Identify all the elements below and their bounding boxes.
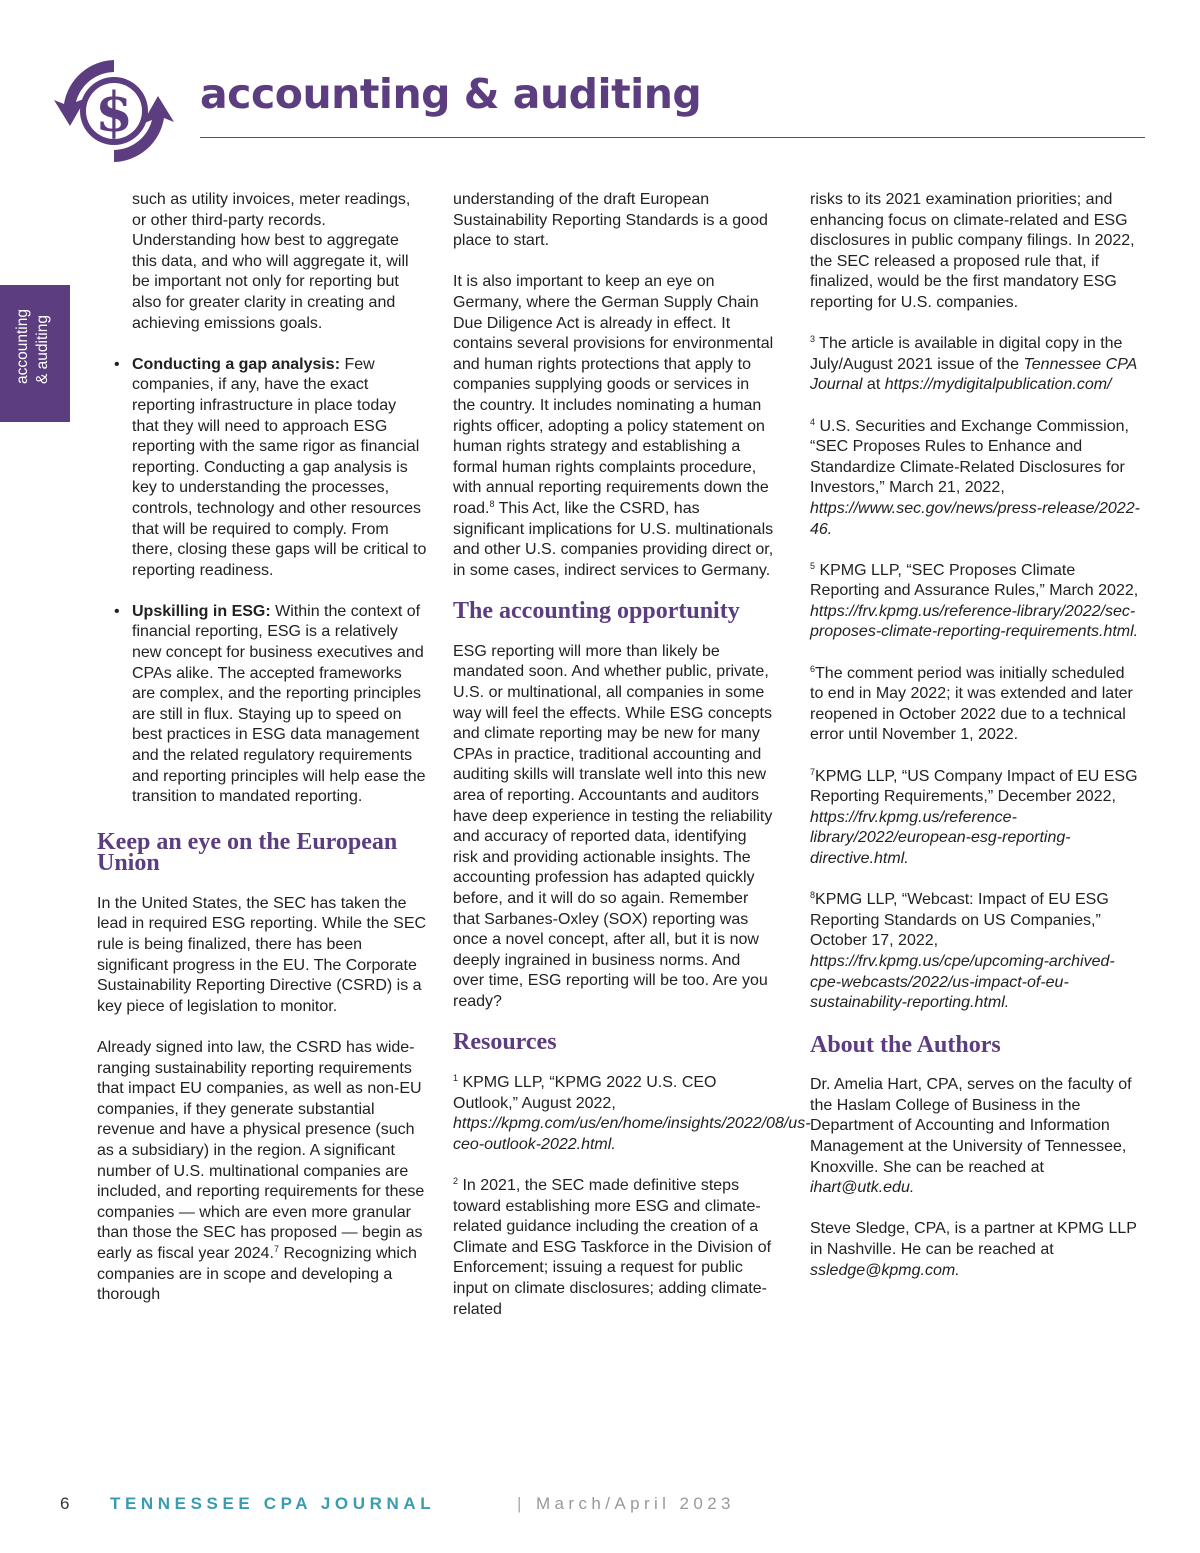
germany-paragraph-text: This Act, like the CSRD, has significant implications for U.S. multinationals and other U.S. companies providing direct or, in some cases, indirect services to Germany. (453, 499, 774, 579)
footnote-number: 4 (810, 416, 816, 427)
reference-text: KPMG LLP, “US Company Impact of EU ESG Reporting Requirements,” December 2022, (810, 767, 1138, 806)
reference-link[interactable]: https://frv.kpmg.us/reference-library/2022/european-esg-reporting-directive.html. (810, 808, 1071, 867)
footnote-ref: 8 (489, 498, 495, 509)
reference-5 (810, 561, 1140, 643)
intro-paragraph: such as utility invoices, meter readings, or other third-party records. Understanding how best to aggregate this data, and who will aggregate it, will be important not only for reporting but also for greater clarity in creating and achieving emissions goals. (132, 191, 411, 332)
reference-1 (453, 1072, 811, 1155)
section-title: accounting & auditing (200, 70, 702, 118)
heading-european-union: Keep an eye on the European Union (97, 828, 398, 877)
footnote-number: 2 (453, 1175, 459, 1186)
reference-6 (810, 664, 1140, 746)
reference-link[interactable]: https://frv.kpmg.us/cpe/upcoming-archived-cpe-webcasts/2022/us-impact-of-eu-sustainability-reporting.html. (810, 952, 1115, 1012)
title-divider (200, 137, 1145, 138)
footnote-number: 6 (810, 663, 816, 674)
eu-paragraph-2-text: Recognizing which companies are in scope and developing a thorough (97, 1244, 417, 1304)
eu-paragraph-2-text: Already signed into law, the CSRD has wide-ranging sustainability reporting requirements that impact EU companies, as well as non-EU companies, if they generate substantial revenue and have a physical presence (such as a subsidiary) in the region. A significant number of U.S. multinational companies are included, and reporting requirements for these companies — which are even more granular than those the SEC has proposed — begin as early as fiscal year 2024. (97, 1038, 425, 1262)
heading-about-authors: About the Authors (810, 1031, 1001, 1058)
sec-paragraph: risks to its 2021 examination priorities; and enhancing focus on climate-related and ESG disclosures in public company filings. In 2022, the SEC released a proposed rule that, if finalized, would be the first mandatory ESG reporting for U.S. companies. (810, 191, 1135, 311)
svg-text:$: $ (95, 80, 133, 144)
author-1-bio (810, 1075, 1140, 1199)
reference-text: KPMG LLP, “Webcast: Impact of EU ESG Reporting Standards on US Companies,” October 17, 2022, (810, 891, 1109, 950)
reference-text: U.S. Securities and Exchange Commission, “SEC Proposes Rules to Enhance and Standardize Climate-Related Disclosures for Investors,” March 21, 2022, (810, 417, 1129, 497)
reference-link[interactable]: https://kpmg.com/us/en/home/insights/2022/08/us-ceo-outlook-2022.html. (453, 1115, 811, 1153)
bullet-dot: • (114, 602, 120, 620)
bullet-upskilling (97, 602, 427, 808)
footnote-number: 5 (810, 560, 816, 571)
footer-separator: | (517, 1494, 522, 1513)
issue-date: March/April 2023 (536, 1494, 735, 1513)
footnote-number: 7 (810, 766, 816, 777)
bullet-text: Few companies, if any, have the exact reporting infrastructure in place today that they will need to approach ESG reporting with the same rigor as financial reporting. Conducting a gap analysis is key to understanding the processes, controls, technology and other resources that will be required to comply. From there, closing these gaps will be critical to reporting readiness. (132, 355, 427, 579)
side-section-tab (0, 285, 70, 422)
bullet-text: Within the context of financial reporting, ESG is a relatively new concept for business executives and CPAs alike. The accepted frameworks are complex, and the reporting principles are still in flux. Staying up to speed on best practices in ESG data management and the related regulatory requirements and reporting principles will help ease the transition to mandated reporting. (132, 602, 426, 806)
author-2-bio (810, 1219, 1140, 1281)
reference-8 (810, 890, 1140, 1014)
reference-3 (810, 334, 1140, 396)
journal-name: TENNESSEE CPA JOURNAL (110, 1494, 436, 1513)
esrs-paragraph: understanding of the draft European Sustainability Reporting Standards is a good place to start. (453, 191, 768, 250)
reference-7 (810, 767, 1140, 870)
eu-paragraph-1: In the United States, the SEC has taken the lead in required ESG reporting. While the SEC rule is being finalized, there has been significant progress in the EU. The Corporate Sustainability Reporting Directive (CSRD) is a key piece of legislation to monitor. (97, 894, 427, 1015)
footnote-number: 3 (810, 334, 816, 345)
reference-link[interactable]: https://www.sec.gov/news/press-release/2022-46. (810, 499, 1140, 538)
heading-accounting-opportunity: The accounting opportunity (453, 598, 740, 625)
reference-text: KPMG LLP, “KPMG 2022 U.S. CEO Outlook,” August 2022, (453, 1073, 717, 1112)
reference-link[interactable]: https://mydigitalpublication.com/ (884, 376, 1112, 394)
author-email[interactable]: ihart@utk.edu. (810, 1179, 915, 1197)
bullet-dot: • (114, 355, 120, 373)
reference-text: The article is available in digital copy in the July/August 2021 issue of the (810, 335, 1123, 373)
author-bio-text: Steve Sledge, CPA, is a partner at KPMG LLP in Nashville. He can be reached at (810, 1220, 1137, 1258)
heading-resources: Resources (453, 1029, 557, 1056)
author-email[interactable]: ssledge@kpmg.com. (810, 1261, 960, 1279)
reference-link[interactable]: https://frv.kpmg.us/reference-library/2022/sec-proposes-climate-reporting-requirements.html. (810, 602, 1139, 641)
reference-text: The comment period was initially scheduled to end in May 2022; it was extended and later reopened in October 2022 due to a technical error until November 1, 2022. (810, 664, 1133, 744)
germany-paragraph (453, 272, 775, 581)
journal-title: Tennessee CPA Journal (810, 355, 1137, 394)
column-1 (97, 190, 427, 1306)
reference-4 (810, 417, 1140, 541)
germany-paragraph-text: It is also important to keep an eye on Germany, where the German Supply Chain Due Diligence Act is already in effect. It contains several provisions for environmental and human rights protections that apply to companies supplying goods or services in the country. It includes nominating a human rights officer, adopting a policy statement on human rights strategy and establishing a formal human rights complaints procedure, with annual reporting requirements down the road. (453, 273, 774, 517)
reference-2 (453, 1176, 775, 1320)
footnote-number: 1 (453, 1072, 459, 1083)
side-tab-label-1: accounting (14, 309, 31, 384)
dollar-cycle-icon (52, 52, 176, 170)
reference-text: at (862, 376, 885, 394)
bullet-heading: Upskilling in ESG: (132, 602, 271, 620)
page-number: 6 (60, 1494, 70, 1513)
author-bio-text: Dr. Amelia Hart, CPA, serves on the faculty of the Haslam College of Business in the Department of Accounting and Information Management at the University of Tennessee, Knoxville. She can be reached at (810, 1076, 1132, 1176)
side-tab-label-2: & auditing (34, 315, 51, 384)
eu-paragraph-2 (97, 1038, 427, 1306)
column-3 (810, 190, 1140, 1281)
footnote-number: 8 (810, 890, 816, 901)
reference-text: KPMG LLP, “SEC Proposes Climate Reporting and Assurance Rules,” March 2022, (810, 561, 1139, 600)
bullet-gap-analysis (97, 355, 427, 582)
reference-text: In 2021, the SEC made definitive steps toward establishing more ESG and climate-related guidance including the creation of a Climate and ESG Taskforce in the Division of Enforcement; issuing a request for public input on climate disclosures; adding climate-related (453, 1176, 772, 1318)
opportunity-paragraph: ESG reporting will more than likely be mandated soon. And whether public, private, U.S. or multinational, all companies in some way will feel the effects. While ESG concepts and climate reporting may be new for many CPAs in practice, traditional accounting and auditing skills will translate well into this new area of reporting. Accountants and auditors have deep experience in testing the reliability and accuracy of reported data, identifying risk and providing actionable insights. The accounting profession has adapted quickly before, and it will do so again. Remember that Sarbanes-Oxley (SOX) reporting was once a novel concept, after all, but it is now deeply ingrained in business norms. And over time, ESG reporting will be too. Are you ready? (453, 642, 773, 1010)
column-2 (453, 190, 811, 1320)
footnote-ref: 7 (273, 1243, 279, 1254)
bullet-heading: Conducting a gap analysis: (132, 355, 341, 373)
